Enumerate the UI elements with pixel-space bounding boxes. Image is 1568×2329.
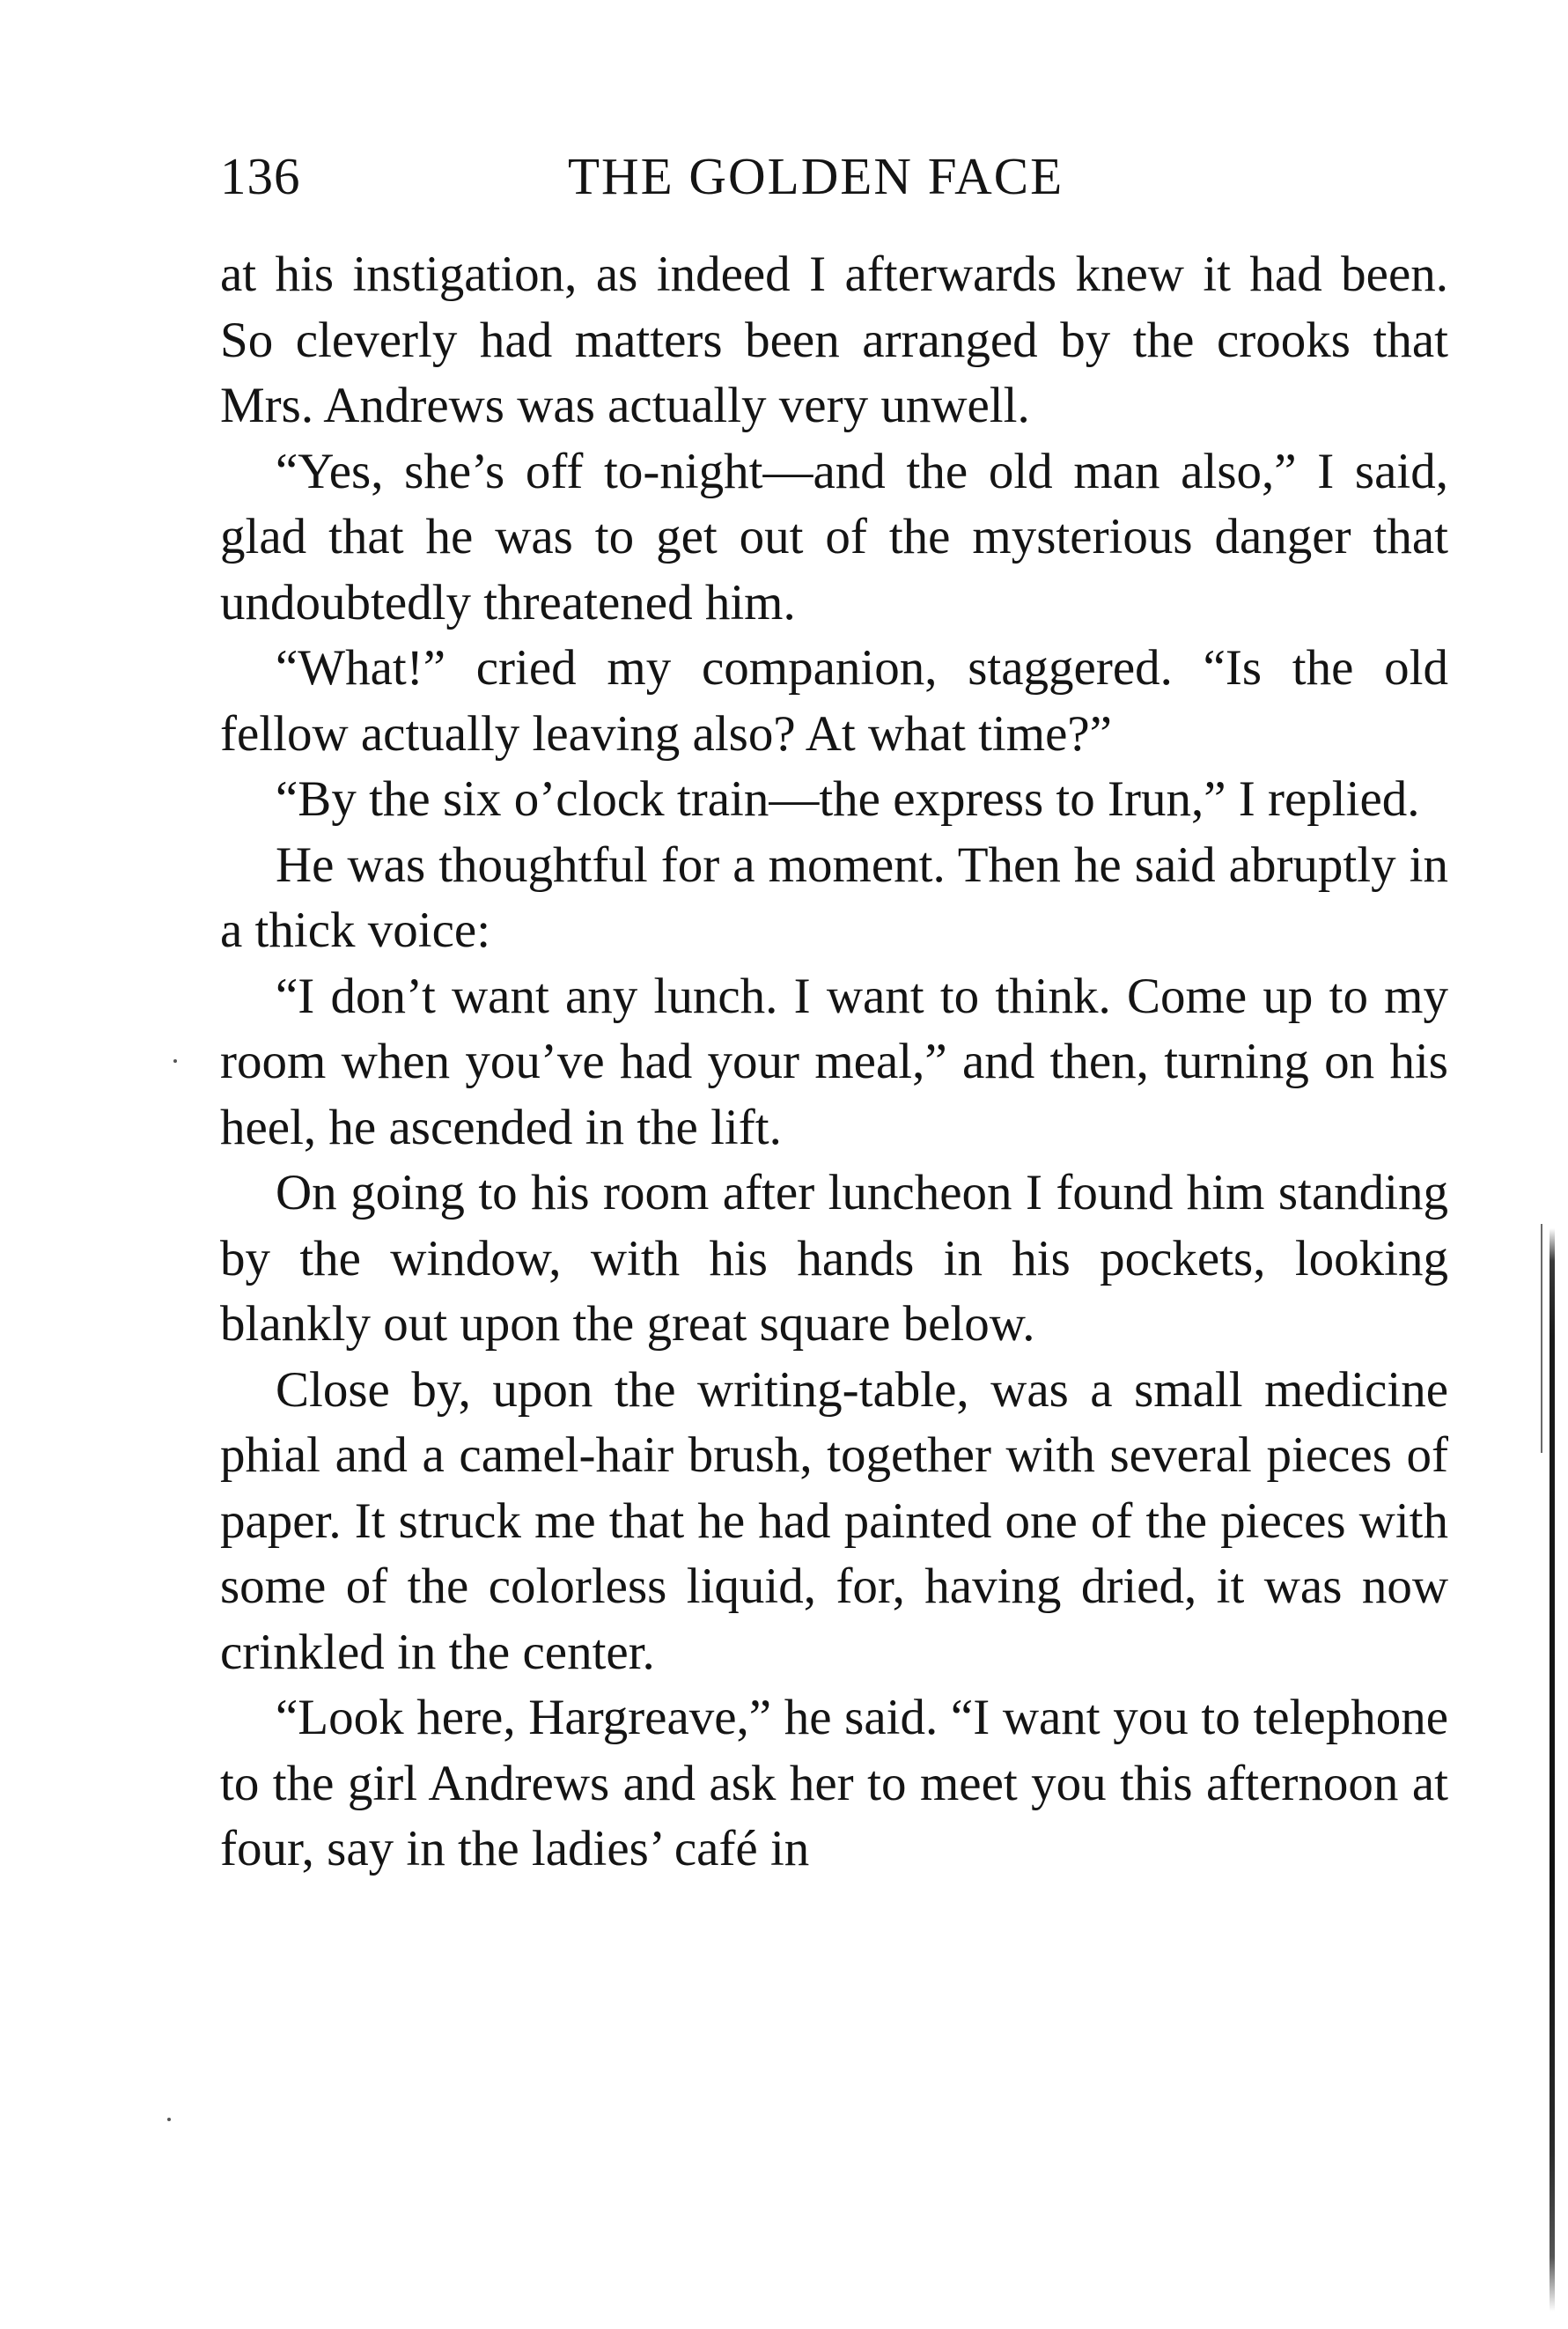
paragraph: “Yes, she’s off to-night—and the old man also,” I said, glad that he was to get out of the mysterious danger that undoubtedly threatened him.: [220, 443, 1448, 630]
paragraph: “I don’t want any lunch. I want to think. Come up to my room when you’ve had your meal,” and then, turning on his heel, he ascended in the lift.: [220, 968, 1448, 1155]
ink-speck: [173, 1059, 177, 1063]
running-head: [220, 141, 1448, 211]
paragraph-continued: at his instigation, as indeed I afterwards knew it had been. So cleverly had matters been arranged by the crooks that Mrs. Andrews was actually very unwell.: [220, 247, 1448, 433]
paragraph: On going to his room after luncheon I found him standing by the window, with his hands in his pockets, looking blankly out upon the great square below.: [220, 1165, 1448, 1352]
page-number: 136: [220, 147, 301, 205]
paragraph: Close by, upon the writing-table, was a small medicine phial and a camel-hair brush, together with several pieces of paper. It struck me that he had painted one of the pieces with some of the colorless liquid, for, having dried, it was now crinkled in the center.: [220, 1361, 1448, 1680]
paragraph: “What!” cried my companion, staggered. “Is the old fellow actually leaving also? At what time?”: [220, 640, 1448, 762]
page-edge-shadow-thin: [1541, 1224, 1542, 1453]
body-text: [220, 242, 1448, 1883]
ink-speck: [167, 2118, 171, 2121]
page-edge-shadow: [1550, 1228, 1555, 2311]
running-title: THE GOLDEN FACE: [568, 147, 1064, 205]
paragraph: “By the six o’clock train—the express to Irun,” I replied.: [276, 771, 1420, 827]
paragraph: He was thoughtful for a moment. Then he said abruptly in a thick voice:: [220, 837, 1448, 958]
paragraph: “Look here, Hargreave,” he said. “I want you to telephone to the girl Andrews and ask her to meet you this afternoon at four, say in the ladies’ café in: [220, 1690, 1448, 1876]
